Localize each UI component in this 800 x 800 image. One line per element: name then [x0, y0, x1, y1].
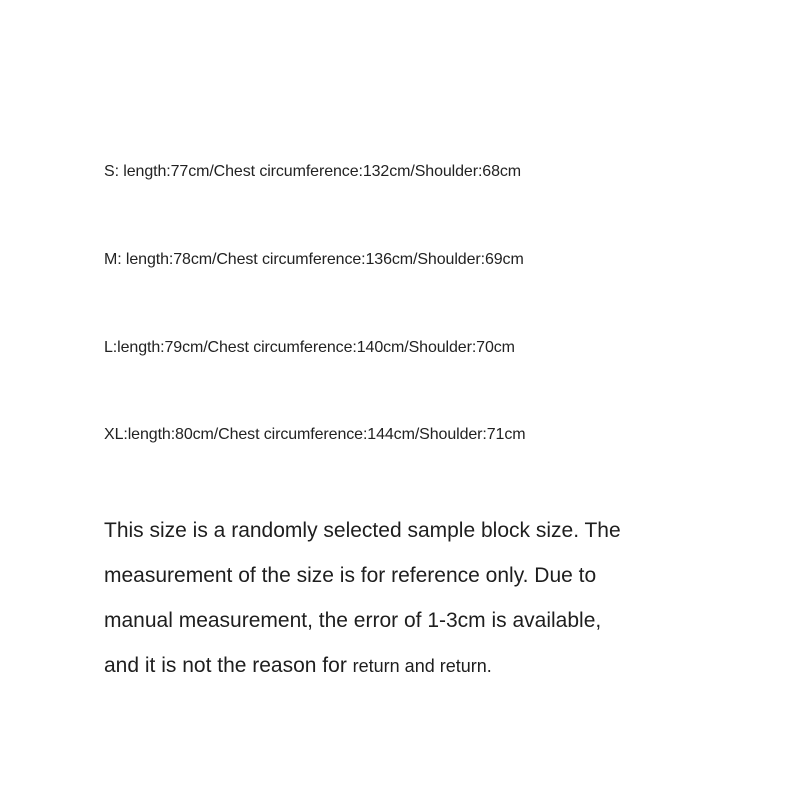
size-xl-row: XL:length:80cm/Chest circumference:144cm/Shoulder:71cm	[104, 426, 526, 443]
size-s-row: S: length:77cm/Chest circumference:132cm/Shoulder:68cm	[104, 163, 522, 180]
size-m-row: M: length:78cm/Chest circumference:136cm/Shoulder:69cm	[104, 251, 524, 268]
note-line-4-tail: return and return.	[352, 656, 492, 676]
note-line-4	[104, 643, 704, 689]
note-line-3: manual measurement, the error of 1-3cm is available,	[104, 609, 602, 632]
note-line-2: measurement of the size is for reference only. Due to	[104, 564, 597, 587]
note-line-4-main: and it is not the reason for	[104, 654, 353, 677]
note-line-1: This size is a randomly selected sample block size. The	[104, 519, 621, 542]
measurement-note	[104, 508, 704, 689]
size-l-row: L:length:79cm/Chest circumference:140cm/Shoulder:70cm	[104, 339, 515, 356]
